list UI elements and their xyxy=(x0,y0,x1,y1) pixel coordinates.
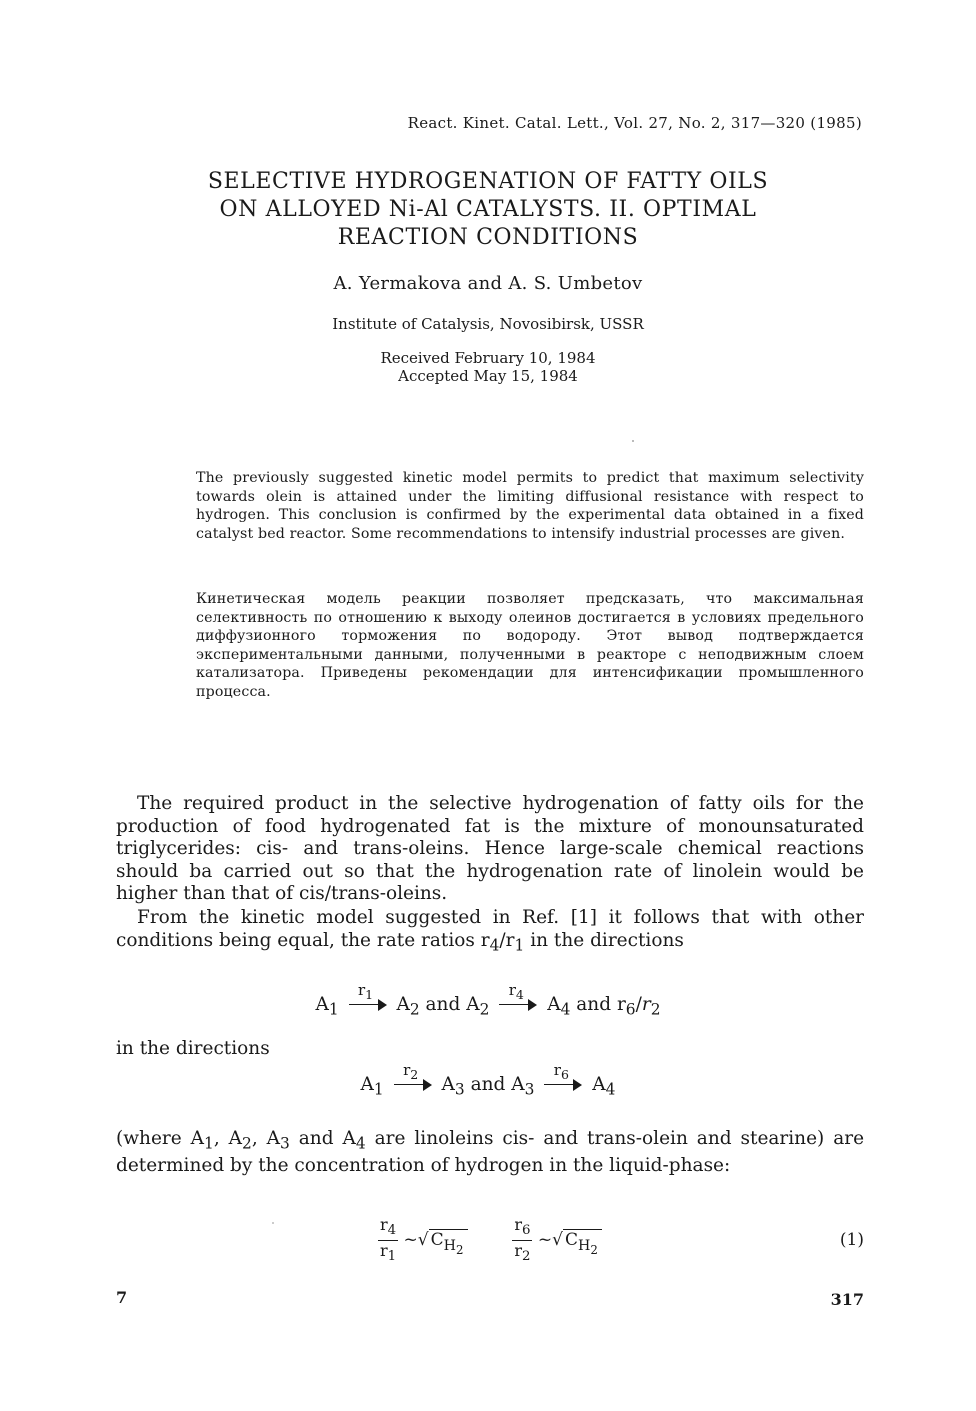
sub: 4 xyxy=(605,1080,616,1099)
species-a: A xyxy=(315,994,329,1015)
sub: 4 xyxy=(355,1134,366,1153)
sub: 1 xyxy=(387,1249,397,1265)
species-a: A xyxy=(547,994,561,1015)
sqrt-body xyxy=(563,1229,602,1256)
sub: 2 xyxy=(409,1000,420,1019)
reaction-arrow-r2 xyxy=(394,1061,432,1091)
sub: 3 xyxy=(524,1080,535,1099)
sub: 2 xyxy=(479,1000,490,1019)
rate-symbol: r xyxy=(641,994,651,1015)
sub: 3 xyxy=(454,1080,465,1099)
paragraph-1: The required product in the selective hydrogenation of fatty oils for the production of food hydrogenated fat is the mixture of monounsaturated triglycerides: cis- and trans-oleins. Hence large-scale chemical reactions should ba carried out so that the hydrogenation rate of linolein would be higher than that of cis/trans-oleins. xyxy=(116,793,864,905)
reaction-scheme-1: $A_1$ $r_1$ $A_2$ and $A_2$ $r_4$ $A_4$ and $r_6/r_2$ xyxy=(315,981,661,1019)
species-a: A xyxy=(511,1074,525,1095)
reaction-arrow-r6 xyxy=(544,1061,582,1091)
fraction-r4-r1 xyxy=(378,1215,398,1266)
sub: 2 xyxy=(410,1067,419,1082)
proportional-sign: ~ xyxy=(537,1230,553,1251)
fraction-r6-r2 xyxy=(512,1215,532,1266)
in-the-directions: in the directions xyxy=(116,1038,270,1059)
concentration-symbol: C xyxy=(430,1230,444,1251)
page-number: 317 xyxy=(830,1290,864,1309)
signature-mark: 7 xyxy=(116,1288,128,1307)
rate-symbol: r xyxy=(380,1215,388,1234)
species-a: A xyxy=(592,1074,606,1095)
rate-symbol: r xyxy=(380,1241,388,1261)
sub: 1 xyxy=(373,1080,384,1099)
p2-text-start: From the kinetic model suggested in Ref. [1] it follows that with other conditions being equal, the rate ratios r xyxy=(116,907,864,951)
scan-speck xyxy=(632,440,634,442)
sqrt-sign: √ xyxy=(552,1230,563,1251)
p2-slash: /r xyxy=(499,929,515,951)
reaction-scheme-2 xyxy=(0,1061,976,1099)
rate-symbol: r xyxy=(358,981,366,999)
p2-text-end: in the directions xyxy=(524,929,684,951)
title-line-2: ON ALLOYED Ni-Al CATALYSTS. II. OPTIMAL xyxy=(219,197,757,222)
accepted-date: Accepted May 15, 1984 xyxy=(398,367,578,385)
sub: 3 xyxy=(280,1134,290,1153)
proportional-sign: ~ xyxy=(403,1230,418,1251)
sub: 4 xyxy=(387,1223,397,1239)
p2-sub-1: 1 xyxy=(514,936,525,955)
sub: 6 xyxy=(522,1223,531,1239)
sub: 2 xyxy=(522,1249,531,1265)
paper-title xyxy=(0,168,976,252)
rate-symbol: r xyxy=(514,1241,522,1261)
rate-symbol: r xyxy=(514,1215,522,1234)
species-a: A xyxy=(441,1074,455,1095)
sub: 4 xyxy=(560,1000,571,1019)
sub: 2 xyxy=(456,1242,464,1257)
species-a: A xyxy=(466,994,480,1015)
rate-symbol: r xyxy=(553,1061,561,1079)
rate-symbol: r xyxy=(403,1061,411,1079)
rate-symbol: r xyxy=(508,981,516,999)
species-a: A xyxy=(360,1074,374,1095)
reaction-arrow-r1 xyxy=(349,981,387,1011)
paragraph-2 xyxy=(116,907,864,957)
species-a: A xyxy=(396,994,410,1015)
journal-citation: React. Kinet. Catal. Lett., Vol. 27, No. 2, 317—320 (1985) xyxy=(407,114,862,132)
sub: 2 xyxy=(590,1242,598,1257)
concentration-symbol: C xyxy=(564,1230,578,1251)
title-line-1: SELECTIVE HYDROGENATION OF FATTY OILS xyxy=(207,169,769,194)
sub: 2 xyxy=(650,1000,661,1019)
hydrogen-symbol: H xyxy=(578,1237,591,1254)
sub: 2 xyxy=(242,1134,252,1153)
equation-1 xyxy=(378,1215,602,1266)
sqrt-body xyxy=(429,1229,468,1256)
p3-text: , A xyxy=(213,1128,243,1149)
received-date: Received February 10, 1984 xyxy=(380,349,596,367)
sub: 6 xyxy=(625,1000,636,1019)
equation-number: (1) xyxy=(839,1230,864,1250)
scan-speck xyxy=(272,1222,274,1224)
sub: 6 xyxy=(560,1067,569,1082)
p3-text: are linoleins cis- and trans-olein and stearine) are determined by the concentration of hydrogen in the liquid-phase: xyxy=(116,1128,865,1177)
and-word: and xyxy=(470,1074,506,1095)
dates xyxy=(0,349,976,385)
rate-symbol: r xyxy=(616,994,626,1015)
reaction-arrow-r4 xyxy=(499,981,537,1011)
sub: 1 xyxy=(365,987,374,1002)
abstract-english: The previously suggested kinetic model permits to predict that maximum selectivity towards olein is attained under the limiting diffusional resistance with respect to hydrogen. This conclusion is confirmed by the experimental data obtained in a fixed catalyst bed reactor. Some recommendations to intensify industrial processes are given. xyxy=(196,470,864,542)
sub: 4 xyxy=(515,987,524,1002)
sub: 1 xyxy=(204,1134,214,1153)
authors: A. Yermakova and A. S. Umbetov xyxy=(333,273,643,294)
and-word: and xyxy=(576,994,612,1015)
sqrt-sign: √ xyxy=(417,1230,429,1251)
p3-text: , A xyxy=(251,1128,281,1149)
institute: Institute of Catalysis, Novosibirsk, USSR xyxy=(332,315,644,333)
abstract-russian: Кинетическая модель реакции позволяет предсказать, что максимальная селективность по отношению к выходу олеинов достигается в условиях предельного диффузионного торможения по водороду. Этот вывод подтверждается экспериментальными данными, полученными в реакторе с неподвижным слоем катализатора. Приведены рекомендации для интенсификации промышленного процесса. xyxy=(196,591,864,700)
hydrogen-symbol: H xyxy=(443,1237,457,1254)
title-line-3: REACTION CONDITIONS xyxy=(337,225,639,250)
and-word: and xyxy=(425,994,461,1015)
p2-sub-4: 4 xyxy=(489,936,500,955)
paragraph-3 xyxy=(116,1128,864,1178)
sub: 1 xyxy=(328,1000,339,1019)
p3-text: and A xyxy=(289,1128,356,1149)
p3-text: (where A xyxy=(116,1128,205,1149)
